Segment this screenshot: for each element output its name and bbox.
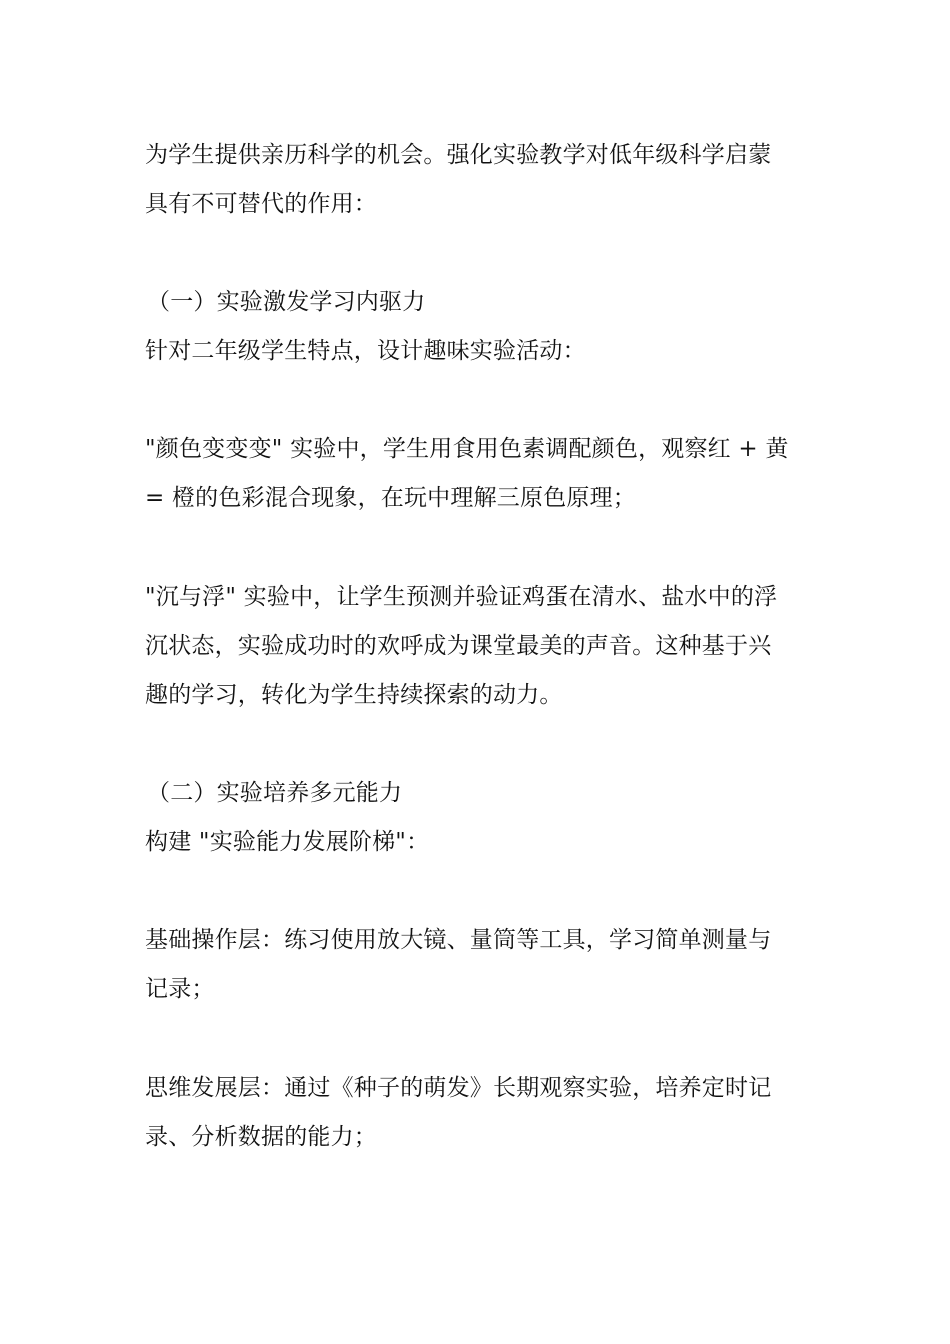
section-1-item-2-line-3: 趣的学习，转化为学生持续探索的动力。 (145, 682, 563, 708)
section-2-item-1-line-2: 记录； (145, 976, 215, 1002)
section-2-lead: 构建 "实验能力发展阶梯"： (145, 829, 430, 855)
section-2-item-1-line-1: 基础操作层：练习使用放大镜、量筒等工具，学习简单测量与 (145, 927, 772, 953)
section-2-item-2-line-2: 录、分析数据的能力； (145, 1124, 377, 1150)
section-1-item-2-line-1: "沉与浮" 实验中，让学生预测并验证鸡蛋在清水、盐水中的浮 (145, 584, 778, 610)
section-2-heading: （二）实验培养多元能力 (147, 780, 403, 806)
section-2-item-2-line-1: 思维发展层：通过《种子的萌发》长期观察实验，培养定时记 (145, 1075, 772, 1101)
section-1-lead: 针对二年级学生特点，设计趣味实验活动： (145, 338, 586, 364)
section-1-item-1-line-1: "颜色变变变" 实验中，学生用食用色素调配颜色，观察红 + 黄 (145, 436, 789, 462)
intro-line-1: 为学生提供亲历科学的机会。强化实验教学对低年级科学启蒙 (145, 142, 772, 168)
section-1-item-1-line-2: = 橙的色彩混合现象，在玩中理解三原色原理； (145, 485, 636, 511)
section-1-item-2-line-2: 沉状态，实验成功时的欢呼成为课堂最美的声音。这种基于兴 (145, 633, 772, 659)
section-1-heading: （一）实验激发学习内驱力 (147, 289, 426, 315)
intro-line-2: 具有不可替代的作用： (145, 191, 377, 217)
